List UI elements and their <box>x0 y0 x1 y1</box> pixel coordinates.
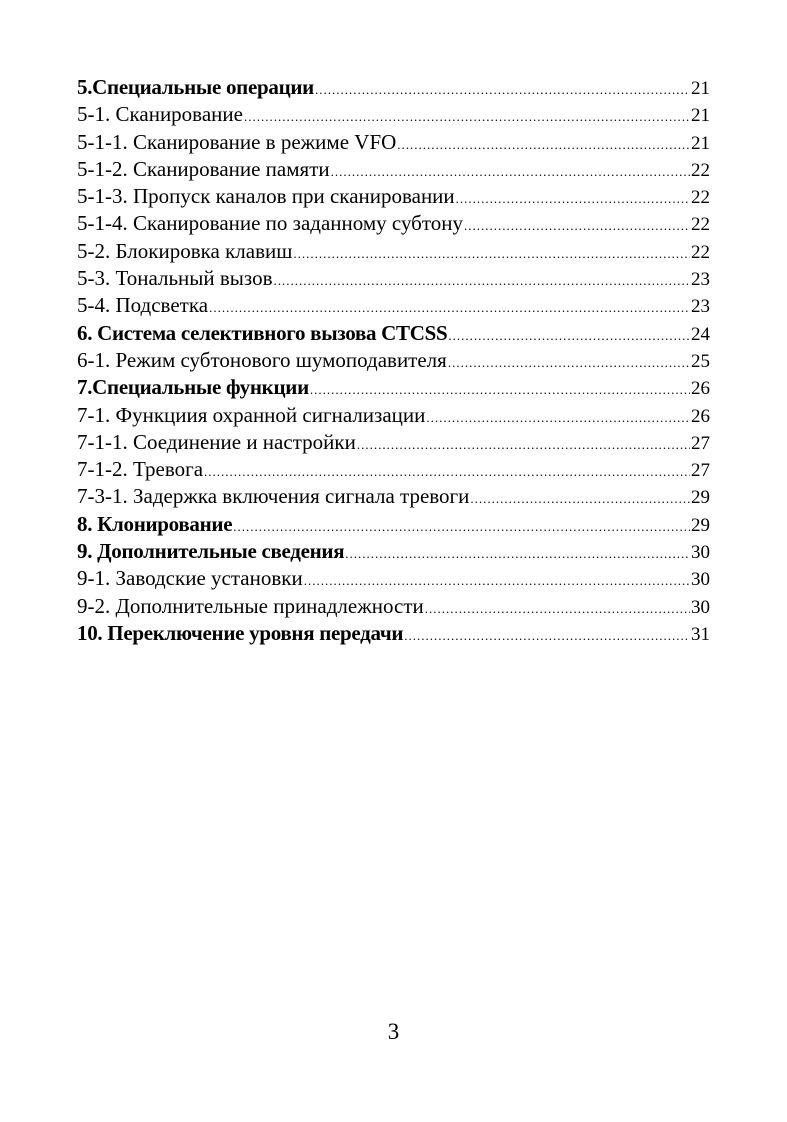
toc-entry-title: 7.Специальные функции <box>77 375 309 400</box>
dot-leader <box>204 465 690 478</box>
dot-leader <box>470 492 690 505</box>
toc-entry[interactable] <box>77 292 710 319</box>
toc-entry-page: 21 <box>691 132 710 154</box>
dot-leader <box>233 520 690 533</box>
toc-entry-title: 7-1. Функциия охранной сигнализации <box>77 402 426 427</box>
toc-entry-page: 21 <box>691 105 710 127</box>
toc-entry[interactable] <box>77 320 710 347</box>
toc-entry-page: 29 <box>691 487 710 509</box>
toc-entry[interactable] <box>77 456 710 483</box>
dot-leader <box>448 329 690 342</box>
toc-entry-title: 9-1. Заводские установки <box>77 566 303 591</box>
toc-entry-page: 25 <box>691 350 710 372</box>
toc-entry[interactable] <box>77 156 710 183</box>
toc-entry-title: 8. Клонирование <box>77 511 233 536</box>
toc-entry-title: 5-1-1. Сканирование в режиме VFO <box>77 129 397 154</box>
toc-entry[interactable] <box>77 265 710 292</box>
toc-entry-title: 7-1-1. Соединение и настройки <box>77 429 356 454</box>
toc-entry[interactable] <box>77 347 710 374</box>
toc-entry-page: 30 <box>691 542 710 564</box>
toc-entry[interactable] <box>77 402 710 429</box>
toc-entry-title: 9-2. Дополнительные принадлежности <box>77 593 424 618</box>
toc-entry-page: 31 <box>691 623 710 645</box>
toc-entry-page: 22 <box>691 214 710 236</box>
toc-entry-title: 7-3-1. Задержка включения сигнала тревоги <box>77 484 470 509</box>
toc-entry-title: 10. Переключение уровня передачи <box>77 620 404 645</box>
toc-entry-page: 24 <box>691 323 710 345</box>
toc-entry[interactable] <box>77 210 710 237</box>
toc-entry-page: 26 <box>691 378 710 400</box>
toc-entry-page: 27 <box>691 432 710 454</box>
toc-entry-title: 6-1. Режим субтонового шумоподавителя <box>77 347 447 372</box>
dot-leader <box>357 438 690 451</box>
toc-entry-page: 26 <box>691 405 710 427</box>
toc-entry-page: 30 <box>691 596 710 618</box>
toc-entry-page: 22 <box>691 187 710 209</box>
toc-entry-page: 21 <box>691 78 710 99</box>
toc-entry-title: 5.Специальные операции <box>77 75 314 99</box>
toc-entry-title: 5-1-2. Сканирование памяти <box>77 156 330 181</box>
toc-entry-title: 6. Система селективного вызова CTCSS <box>77 320 448 345</box>
toc-entry[interactable] <box>77 183 710 210</box>
toc-entry-title: 5-1-4. Сканирование по заданному субтону <box>77 211 463 236</box>
dot-leader <box>397 138 690 151</box>
toc-entry[interactable] <box>77 129 710 156</box>
dot-leader <box>244 110 690 123</box>
dot-leader <box>448 356 690 369</box>
dot-leader <box>274 274 691 287</box>
toc-entry-title: 5-3. Тональный вызов <box>77 266 273 291</box>
toc-entry[interactable] <box>77 101 710 128</box>
dot-leader <box>293 247 690 260</box>
dot-leader <box>345 547 690 560</box>
toc-entry-page: 30 <box>691 569 710 591</box>
dot-leader <box>331 165 690 178</box>
toc-entry-page: 29 <box>691 514 710 536</box>
dot-leader <box>456 192 690 205</box>
toc-entry[interactable] <box>77 511 710 538</box>
toc-entry-title: 5-1. Сканирование <box>77 102 243 127</box>
toc-entry[interactable] <box>77 538 710 565</box>
toc-entry[interactable] <box>77 429 710 456</box>
toc-entry-title: 7-1-2. Тревога <box>77 457 204 482</box>
toc-entry-title: 9. Дополнительные сведения <box>77 539 345 564</box>
toc-entry[interactable] <box>77 620 710 647</box>
toc-entry[interactable] <box>77 238 710 265</box>
toc-entry[interactable] <box>77 374 710 401</box>
dot-leader <box>425 602 690 615</box>
toc-entry[interactable] <box>77 74 710 101</box>
dot-leader <box>209 301 690 314</box>
toc-entry-title: 5-1-3. Пропуск каналов при сканировании <box>77 184 455 209</box>
toc-entry-title: 5-4. Подсветка <box>77 293 209 318</box>
page-number: 3 <box>387 1019 400 1044</box>
table-of-contents <box>77 74 710 647</box>
toc-entry-title: 5-2. Блокировка клавиш <box>77 238 293 263</box>
toc-entry[interactable] <box>77 483 710 510</box>
dot-leader <box>310 383 690 396</box>
dot-leader <box>304 574 690 587</box>
toc-entry-page: 22 <box>691 241 710 263</box>
toc-entry[interactable] <box>77 593 710 620</box>
dot-leader <box>426 411 690 424</box>
dot-leader <box>315 83 690 96</box>
toc-entry-page: 23 <box>691 296 710 318</box>
toc-entry-page: 22 <box>691 159 710 181</box>
toc-entry[interactable] <box>77 565 710 592</box>
dot-leader <box>464 219 690 232</box>
toc-entry-page: 27 <box>691 460 710 482</box>
dot-leader <box>404 629 690 642</box>
toc-entry-page: 23 <box>691 269 710 291</box>
